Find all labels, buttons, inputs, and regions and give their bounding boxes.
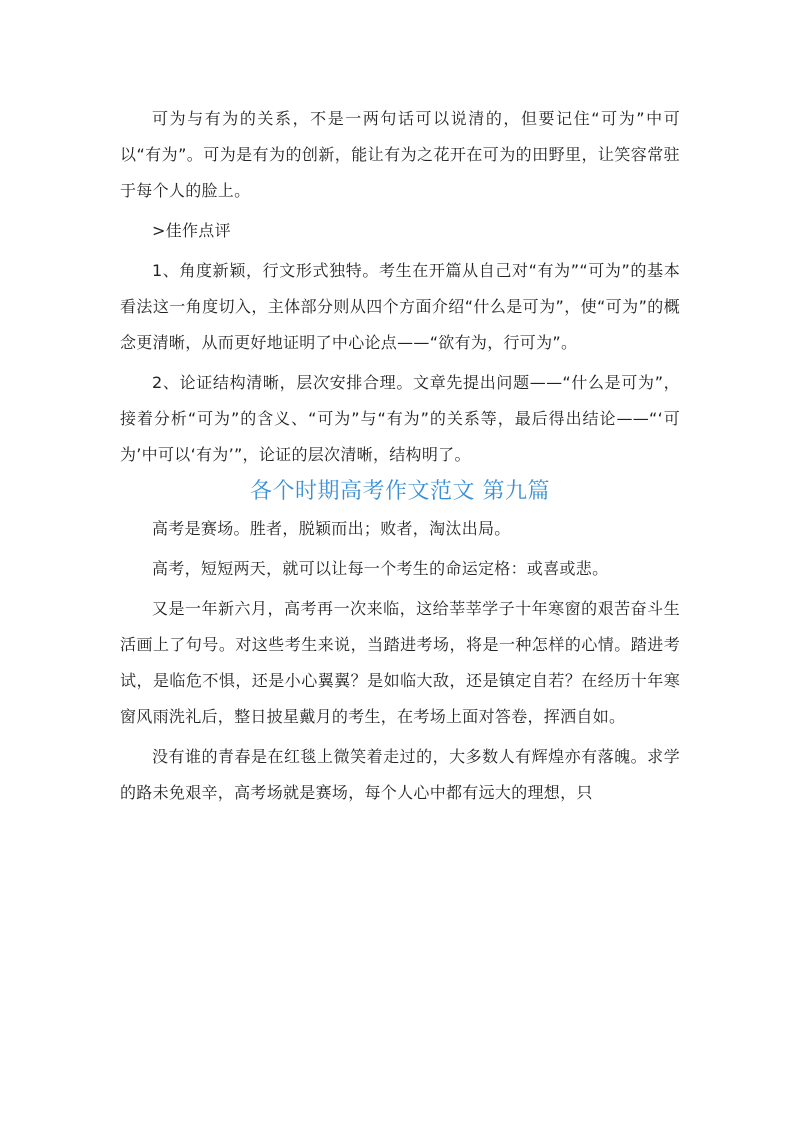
paragraph-essay-4: 没有谁的青春是在红毯上微笑着走过的，大多数人有辉煌亦有落魄。求学的路未免艰辛，高考场就是赛场，每个人心中都有远大的理想，只 — [120, 747, 680, 802]
paragraph-review-label: >佳作点评 — [152, 221, 231, 240]
paragraph-review-point-2: 2、论证结构清晰，层次安排合理。文章先提出问题——“什么是可为”，接着分析“可为”的含义、“可为”与“有为”的关系等，最后得出结论——“‘可为’中可以‘有为’”，论证的层次清晰，结构明了。 — [120, 373, 680, 464]
paragraph-essay-3: 又是一年新六月，高考再一次来临，这给莘莘学子十年寒窗的艰苦奋斗生活画上了句号。对这些考生来说，当踏进考场，将是一种怎样的心情。踏进考试，是临危不惧，还是小心翼翼？是如临大敌，还是镇定自若？在经历十年寒窗风雨洗礼后，整日披星戴月的考生，在考场上面对答卷，挥洒自如。 — [120, 599, 680, 726]
paragraph-essay-2: 高考，短短两天，就可以让每一个考生的命运定格：或喜或悲。 — [152, 559, 609, 578]
section-heading: 各个时期高考作文范文 第九篇 — [250, 479, 550, 504]
document-body — [120, 101, 680, 811]
paragraph-conclusion: 可为与有为的关系，不是一两句话可以说清的，但要记住“可为”中可以“有为”。可为是有为的创新，能让有为之花开在可为的田野里，让笑容常驻于每个人的脸上。 — [120, 109, 680, 200]
paragraph-review-point-1: 1、角度新颖，行文形式独特。考生在开篇从自己对“有为”“可为”的基本看法这一角度切入，主体部分则从四个方面介绍“什么是可为”，使“可为”的概念更清晰，从而更好地证明了中心论点——“欲有为，行可为”。 — [120, 261, 680, 352]
paragraph-essay-1: 高考是赛场。胜者，脱颖而出；败者，淘汰出局。 — [152, 519, 511, 538]
